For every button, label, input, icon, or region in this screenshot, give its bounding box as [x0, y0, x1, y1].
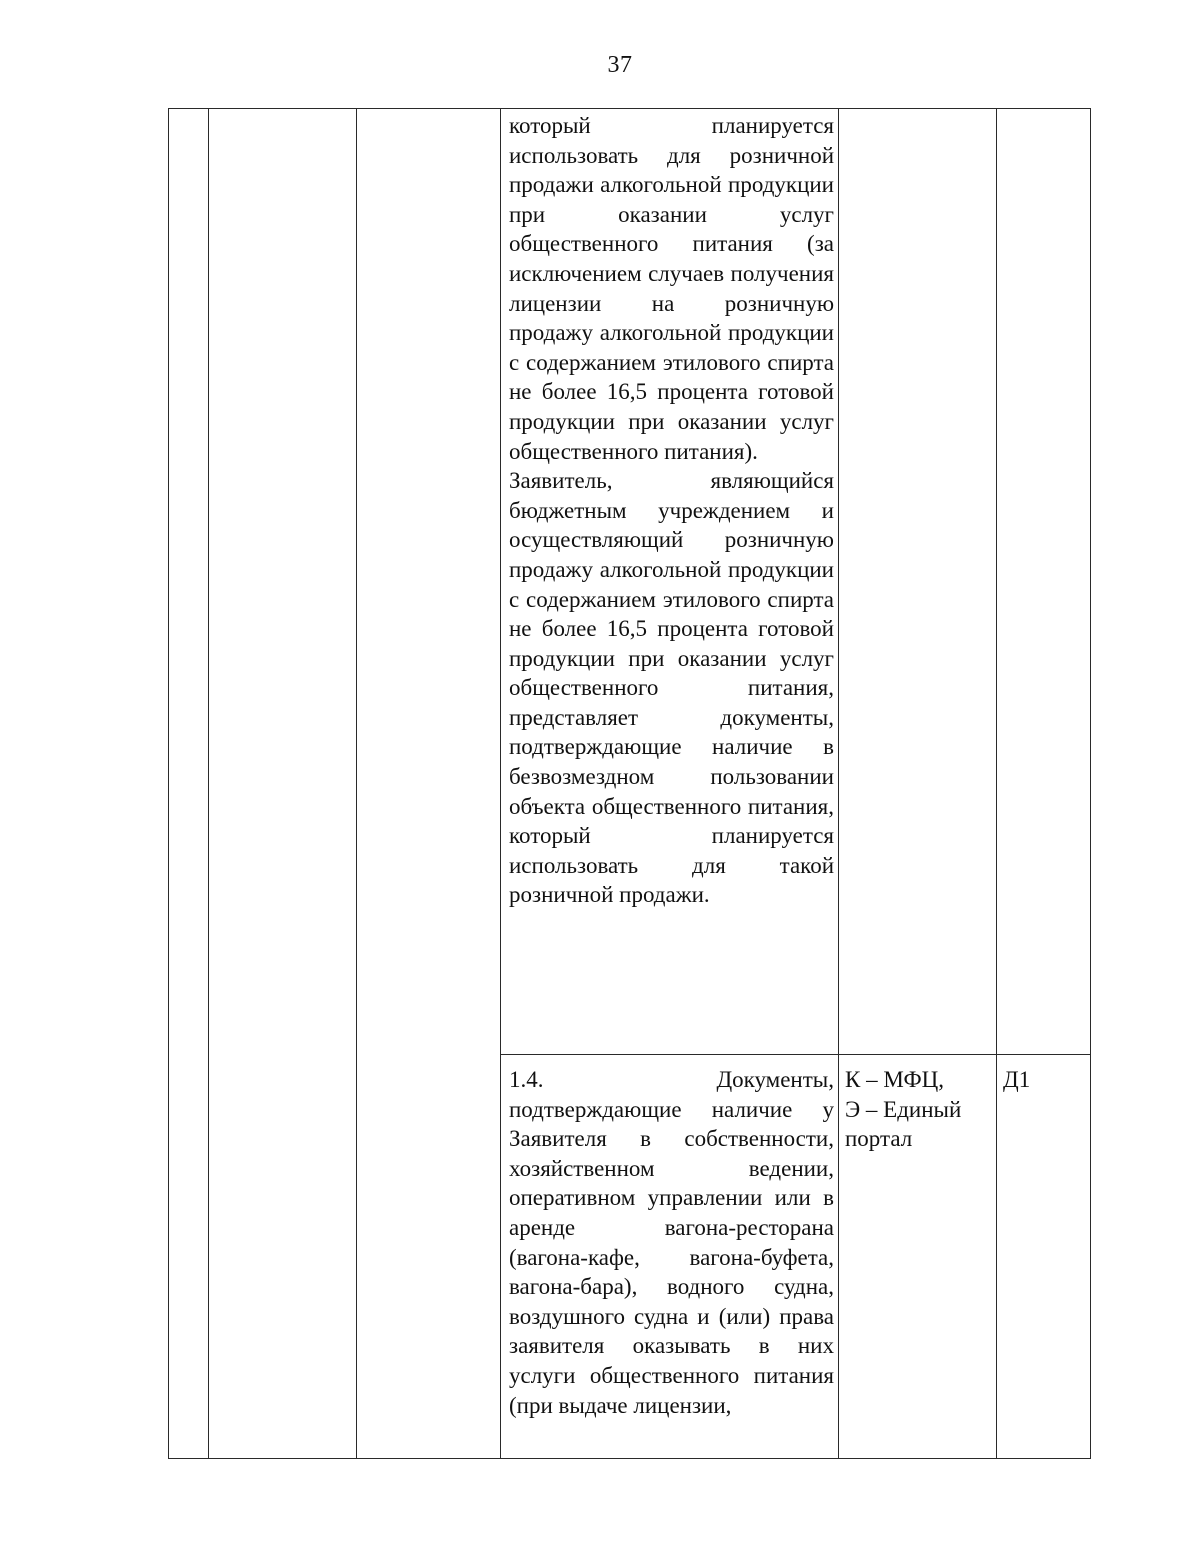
channel-line: портал — [845, 1126, 913, 1152]
description-cell — [501, 109, 839, 1055]
empty-cell-col-2 — [209, 109, 357, 1459]
description-paragraph: 1.4. Документы, подтверждающие наличие у Заявителя в собственности, хозяйственном ведении, оперативном управлении или в аренде вагона-ресторана (вагона-кафе, вагона-буфета, вагона-бара), водного судна, воздушного судна и (или) права заявителя оказывать в них услуги общественного питания (при выдаче лицензии, — [509, 1067, 834, 1418]
channel-cell — [839, 109, 997, 1055]
channel-line: Э – Единый — [845, 1096, 962, 1122]
document-code: Д1 — [1003, 1067, 1031, 1092]
code-cell — [997, 1055, 1091, 1459]
description-text — [509, 111, 834, 910]
requirements-table — [168, 108, 1091, 1459]
description-paragraph: Заявитель, являющийся бюджетным учреждением и осуществляющий розничную продажу алкогольной продукции с содержанием этилового спирта не более 16,5 процента готовой продукции при оказании услуг общественного питания, представляет документы, подтверждающие наличие в безвозмездном пользовании объекта общественного питания, который планируется использовать для такой розничной продажи. — [509, 468, 834, 908]
empty-cell-col-1 — [169, 109, 209, 1459]
description-paragraph: который планируется использовать для розничной продажи алкогольной продукции при оказании услуг общественного питания (за исключением случаев получения лицензии на розничную продажу алкогольной продукции с содержанием этилового спирта не более 16,5 процента готовой продукции при оказании услуг общественного питания). — [509, 113, 834, 464]
code-cell — [997, 109, 1091, 1055]
table-row — [169, 109, 1091, 1055]
empty-cell-col-3 — [357, 109, 501, 1459]
channel-cell — [839, 1055, 997, 1459]
channel-line: К – МФЦ, — [845, 1067, 945, 1092]
description-text — [509, 1065, 834, 1420]
description-cell — [501, 1055, 839, 1459]
page-number: 37 — [607, 52, 633, 78]
